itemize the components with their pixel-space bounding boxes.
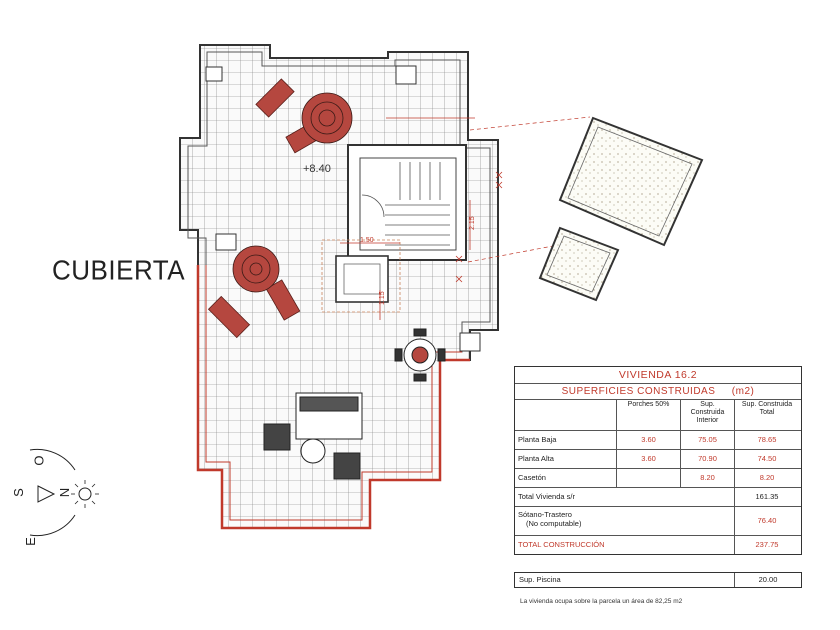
interior-cell: 75.05 — [681, 431, 735, 449]
interior-cell: 8.20 — [681, 469, 735, 487]
footnote: La vivienda ocupa sobre la parcela un área de 82,25 m2 — [520, 598, 683, 605]
row-label: Casetón — [515, 469, 617, 487]
dim-label-3: 1.15 — [379, 291, 386, 305]
table-row-total-construccion — [515, 536, 801, 554]
table-heading: VIVIENDA 16.2 — [515, 367, 801, 384]
table-row — [515, 450, 801, 469]
total-cell: 74.50 — [757, 454, 777, 463]
compass-north-label: N — [57, 487, 73, 498]
total-construccion-label: TOTAL CONSTRUCCIÓN — [515, 536, 735, 554]
compass-west-label: O — [31, 455, 47, 466]
row-label: Planta Baja — [515, 431, 617, 449]
dim-label-2: 2.15 — [469, 216, 476, 230]
interior-cell: 70.90 — [681, 450, 735, 468]
total-vivienda-value: 161.35 — [755, 492, 779, 501]
table-subheading-text: SUPERFICIES CONSTRUIDAS — [561, 386, 716, 397]
table-subheading — [515, 384, 801, 400]
pool-surface-row — [514, 572, 802, 588]
surface-table — [514, 366, 802, 555]
col-header: Porches 50% — [617, 400, 681, 430]
dim-label-1: 1.50 — [360, 237, 374, 244]
sotano-label: Sótano-Trastero — [518, 510, 572, 519]
table-row — [515, 469, 801, 488]
total-cell: 78.65 — [757, 435, 777, 444]
compass-east-label: E — [22, 537, 38, 546]
pool-label: Sup. Piscina — [515, 573, 735, 587]
row-label: Planta Alta — [515, 450, 617, 468]
sotano-cell — [515, 507, 735, 535]
pool-value: 20.00 — [758, 575, 778, 584]
porches-cell: 3.60 — [617, 431, 681, 449]
sotano-value: 76.40 — [757, 516, 777, 525]
table-row-sotano — [515, 507, 801, 536]
total-cell: 8.20 — [759, 473, 775, 482]
col-header: Sup. Construida Total — [741, 401, 793, 416]
pool — [540, 118, 702, 300]
table-row — [515, 431, 801, 450]
total-construccion-value: 237.75 — [755, 540, 779, 549]
table-unit: (m2) — [731, 386, 755, 397]
compass-south-label: S — [10, 488, 26, 497]
total-vivienda-label: Total Vivienda s/r — [515, 488, 735, 506]
sotano-sub: (No computable) — [526, 519, 582, 528]
page-title: CUBIERTA — [52, 254, 186, 286]
table-header-row — [515, 400, 801, 431]
porches-cell: 3.60 — [617, 450, 681, 468]
elevation-label: +8.40 — [303, 163, 331, 175]
porches-cell — [617, 469, 681, 487]
col-header: Sup. Construida Interior — [681, 400, 735, 430]
table-row-total-vivienda — [515, 488, 801, 507]
col-header — [515, 400, 617, 430]
